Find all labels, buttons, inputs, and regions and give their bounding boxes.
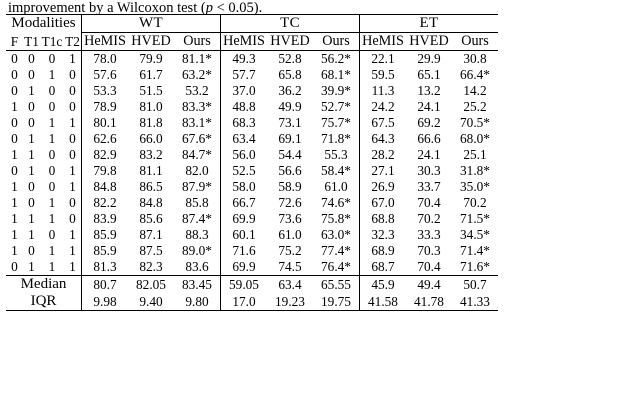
cell-wt-hved: 66.0: [139, 131, 163, 146]
cell-flag-t2: 0: [69, 211, 76, 226]
cell-wt-hemis: 57.6: [82, 67, 129, 83]
cell-flag-t2: 0: [69, 131, 76, 146]
cell-flag-t1: 0: [28, 99, 35, 114]
cell-tc-hved: 74.5: [278, 259, 302, 274]
cell-flag-t2: 0: [69, 147, 76, 162]
col-header-et-hemis: HeMIS: [360, 33, 407, 51]
cell-flag-t2: 0: [69, 99, 76, 114]
cell-wt-hemis: 62.6: [82, 131, 129, 147]
cell-tc-hved: 75.2: [278, 243, 302, 258]
cell-et-hemis: 26.9: [360, 179, 407, 195]
cell-wt-ours: 83.3*: [182, 99, 212, 114]
cell-wt-ours: 87.9*: [182, 179, 212, 194]
cell-tc-hemis: 68.3: [221, 115, 268, 131]
cell-tc-hved: 58.9: [278, 179, 302, 194]
col-header-tc-hved: HVED: [270, 33, 310, 49]
summary-wt-ours: 9.80: [185, 293, 209, 309]
cell-wt-hved: 79.9: [139, 51, 163, 66]
cell-flag-t1: 0: [28, 195, 35, 210]
cell-flag-t1: 1: [28, 211, 35, 226]
cell-flag-t1c: 0: [48, 99, 56, 114]
cell-et-ours: 31.8*: [460, 163, 490, 178]
modalities-header: Modalities: [11, 15, 76, 32]
cell-et-hemis: 11.3: [360, 83, 407, 99]
cell-tc-hemis: 37.0: [221, 83, 268, 99]
cell-flag-f: 1: [11, 227, 18, 242]
cell-wt-ours: 82.0: [185, 163, 209, 178]
cell-flag-f: 0: [11, 163, 18, 178]
cell-tc-ours: 71.8*: [321, 131, 351, 146]
cell-flag-t1c: 1: [48, 115, 56, 130]
cell-flag-t2: 1: [69, 227, 76, 242]
group-header-row: [6, 15, 498, 33]
cell-tc-hemis: 66.7: [221, 195, 268, 211]
cell-et-ours: 70.5*: [460, 115, 490, 130]
cell-wt-hemis: 83.9: [82, 211, 129, 227]
cell-et-ours: 71.5*: [460, 211, 490, 226]
table-row: [6, 227, 498, 243]
cell-et-hemis: 67.5: [360, 115, 407, 131]
cell-wt-hved: 81.0: [139, 99, 163, 114]
cell-flag-f: 1: [11, 179, 18, 194]
summary-tc-hved: 63.4: [278, 276, 302, 292]
cell-tc-ours: 63.0*: [321, 227, 351, 242]
cell-et-ours: 70.2: [463, 195, 487, 210]
cell-et-hemis: 22.1: [360, 51, 407, 67]
cell-tc-hemis: 58.0: [221, 179, 268, 195]
cell-tc-ours: 39.9*: [321, 83, 351, 98]
cell-flag-f: 1: [11, 195, 18, 210]
table-row: [6, 259, 498, 276]
cell-wt-hemis: 82.9: [82, 147, 129, 163]
cell-tc-hemis: 52.5: [221, 163, 268, 179]
cell-flag-t2: 0: [69, 83, 76, 98]
cell-et-hemis: 68.7: [360, 259, 407, 276]
cell-wt-hemis: 84.8: [82, 179, 129, 195]
caption-math-rest: < 0.05).: [212, 0, 263, 16]
cell-wt-hved: 83.2: [139, 147, 163, 162]
cell-et-hved: 70.3: [417, 243, 441, 258]
cell-et-hemis: 59.5: [360, 67, 407, 83]
cell-wt-ours: 83.6: [185, 259, 209, 274]
cell-et-hemis: 68.8: [360, 211, 407, 227]
summary-et-hved: 41.78: [414, 293, 444, 309]
cell-tc-ours: 56.2*: [321, 51, 351, 66]
cell-flag-t1: 0: [28, 115, 35, 130]
col-header-f: F: [10, 33, 19, 49]
cell-flag-t1c: 1: [48, 131, 56, 146]
cell-tc-hved: 54.4: [278, 147, 302, 162]
cell-wt-hemis: 78.9: [82, 99, 129, 115]
cell-flag-t1: 1: [28, 163, 35, 178]
cell-et-hved: 70.4: [417, 259, 441, 274]
cell-et-ours: 66.4*: [460, 67, 490, 82]
cell-flag-t1: 0: [28, 243, 35, 258]
cell-tc-hved: 72.6: [278, 195, 302, 210]
cell-flag-f: 0: [11, 115, 18, 130]
cell-tc-hemis: 56.0: [221, 147, 268, 163]
cell-flag-t1c: 0: [48, 51, 56, 66]
col-header-tc-ours: Ours: [322, 33, 350, 49]
cell-tc-hved: 61.0: [278, 227, 302, 242]
cell-flag-t1: 1: [28, 83, 35, 98]
col-header-et-hved: HVED: [409, 33, 449, 49]
summary-et-hved: 49.4: [417, 276, 441, 292]
summary-et-hemis: 41.58: [360, 293, 407, 311]
cell-et-hemis: 67.0: [360, 195, 407, 211]
cell-tc-hved: 65.8: [278, 67, 302, 82]
cell-tc-ours: 58.4*: [321, 163, 351, 178]
summary-tc-hemis: 59.05: [221, 276, 268, 293]
col-header-et-ours: Ours: [461, 33, 489, 49]
cell-tc-hved: 36.2: [278, 83, 302, 98]
method-header-row: [6, 33, 498, 51]
table-row: [6, 195, 498, 211]
summary-wt-hved: 9.40: [139, 293, 163, 309]
cell-et-ours: 30.8: [463, 51, 487, 66]
table-row: [6, 211, 498, 227]
summary-tc-ours: 19.75: [321, 293, 351, 309]
cell-et-hved: 66.6: [417, 131, 441, 146]
summary-tc-hved: 19.23: [275, 293, 305, 309]
cell-flag-f: 0: [11, 51, 18, 66]
summary-wt-ours: 83.45: [182, 276, 212, 292]
cell-wt-hemis: 82.2: [82, 195, 129, 211]
cell-tc-hemis: 69.9: [221, 259, 268, 276]
cell-flag-f: 1: [11, 243, 18, 258]
col-header-t1: T1: [24, 33, 39, 49]
cell-wt-ours: 88.3: [185, 227, 209, 242]
cell-et-hved: 70.4: [417, 195, 441, 210]
cell-et-hved: 30.3: [417, 163, 441, 178]
cell-flag-f: 0: [11, 259, 18, 274]
group-header-wt: WT: [82, 15, 221, 33]
table-bottom-rule: [6, 311, 498, 312]
cell-wt-ours: 83.1*: [182, 115, 212, 130]
summary-row-iqr: [6, 293, 498, 311]
cell-flag-t2: 1: [69, 243, 76, 258]
cell-wt-ours: 81.1*: [182, 51, 212, 66]
col-header-t2: T2: [65, 33, 80, 49]
cell-flag-t2: 1: [69, 115, 76, 130]
group-header-et: ET: [360, 15, 499, 33]
cell-tc-hved: 56.6: [278, 163, 302, 178]
cell-tc-hemis: 57.7: [221, 67, 268, 83]
cell-et-hved: 33.3: [417, 227, 441, 242]
cell-flag-t2: 0: [69, 195, 76, 210]
cell-flag-t1c: 1: [48, 67, 56, 82]
cell-wt-hved: 61.7: [139, 67, 163, 82]
cell-tc-ours: 68.1*: [321, 67, 351, 82]
cell-et-hved: 29.9: [417, 51, 441, 66]
cell-flag-f: 0: [11, 83, 18, 98]
cell-wt-hved: 81.1: [139, 163, 163, 178]
table-row: [6, 83, 498, 99]
cell-flag-f: 0: [11, 131, 18, 146]
cell-wt-ours: 84.7*: [182, 147, 212, 162]
cell-flag-t1c: 0: [48, 179, 56, 194]
cell-tc-hemis: 69.9: [221, 211, 268, 227]
cell-tc-hemis: 71.6: [221, 243, 268, 259]
cell-tc-hved: 49.9: [278, 99, 302, 114]
cell-tc-hved: 52.8: [278, 51, 302, 66]
cell-et-ours: 34.5*: [460, 227, 490, 242]
cell-et-ours: 35.0*: [460, 179, 490, 194]
cell-wt-hved: 87.5: [139, 243, 163, 258]
cell-wt-ours: 53.2: [185, 83, 209, 98]
summary-et-ours: 41.33: [460, 293, 490, 309]
cell-wt-hemis: 53.3: [82, 83, 129, 99]
summary-tc-ours: 65.55: [321, 276, 351, 292]
cell-et-hved: 70.2: [417, 211, 441, 226]
cell-tc-ours: 77.4*: [321, 243, 351, 258]
cell-flag-t1: 0: [28, 179, 35, 194]
cell-tc-hved: 69.1: [278, 131, 302, 146]
cell-wt-ours: 67.6*: [182, 131, 212, 146]
cell-wt-hved: 87.1: [139, 227, 163, 242]
cell-et-hemis: 28.2: [360, 147, 407, 163]
cell-et-hemis: 24.2: [360, 99, 407, 115]
cell-flag-t1c: 0: [48, 147, 56, 162]
cell-wt-hved: 81.8: [139, 115, 163, 130]
table-row: [6, 67, 498, 83]
cell-tc-hemis: 60.1: [221, 227, 268, 243]
cell-flag-t1: 1: [28, 227, 35, 242]
cell-wt-hemis: 85.9: [82, 227, 129, 243]
cell-wt-ours: 63.2*: [182, 67, 212, 82]
cell-flag-t1c: 0: [48, 83, 56, 98]
cell-wt-hemis: 81.3: [82, 259, 129, 276]
cell-wt-hved: 85.6: [139, 211, 163, 226]
cell-wt-hemis: 80.1: [82, 115, 129, 131]
cell-wt-hved: 51.5: [139, 83, 163, 98]
cell-tc-ours: 74.6*: [321, 195, 351, 210]
cell-tc-hved: 73.6: [278, 211, 302, 226]
summary-wt-hemis: 9.98: [82, 293, 129, 311]
table-row: [6, 147, 498, 163]
cell-flag-t1: 0: [28, 67, 35, 82]
table-row: [6, 243, 498, 259]
cell-et-hved: 65.1: [417, 67, 441, 82]
cell-et-ours: 14.2: [463, 83, 487, 98]
summary-label-median: Median: [20, 276, 67, 292]
cell-wt-hved: 82.3: [139, 259, 163, 274]
cell-et-ours: 71.6*: [460, 259, 490, 274]
cell-flag-t2: 1: [69, 179, 76, 194]
cell-flag-t1: 1: [28, 147, 35, 162]
summary-wt-hemis: 80.7: [82, 276, 129, 293]
cell-flag-f: 0: [11, 67, 18, 82]
cell-et-hved: 13.2: [417, 83, 441, 98]
cell-et-hemis: 27.1: [360, 163, 407, 179]
table-row: [6, 115, 498, 131]
summary-row-median: [6, 276, 498, 293]
cell-flag-t1c: 1: [48, 259, 56, 274]
cell-et-ours: 71.4*: [460, 243, 490, 258]
cell-wt-hved: 84.8: [139, 195, 163, 210]
cell-wt-hemis: 78.0: [82, 51, 129, 67]
cell-flag-t1: 0: [28, 51, 35, 66]
cell-wt-hemis: 85.9: [82, 243, 129, 259]
cell-flag-f: 1: [11, 211, 18, 226]
cell-flag-t2: 1: [69, 163, 76, 178]
col-header-t1c: T1c: [41, 33, 63, 49]
caption-text: improvement by a Wilcoxon test (: [8, 0, 206, 16]
table-row: [6, 163, 498, 179]
col-header-wt-hved: HVED: [131, 33, 171, 49]
cell-et-hved: 24.1: [417, 147, 441, 162]
cell-et-ours: 68.0*: [460, 131, 490, 146]
cell-wt-ours: 89.0*: [182, 243, 212, 258]
cell-wt-ours: 85.8: [185, 195, 209, 210]
col-header-tc-hemis: HeMIS: [221, 33, 268, 51]
cell-tc-hemis: 48.8: [221, 99, 268, 115]
cell-tc-hemis: 63.4: [221, 131, 268, 147]
cell-et-hemis: 68.9: [360, 243, 407, 259]
cell-flag-t1c: 0: [48, 163, 56, 178]
cell-tc-ours: 75.8*: [321, 211, 351, 226]
cell-flag-t1: 1: [28, 259, 35, 274]
col-header-wt-hemis: HeMIS: [82, 33, 129, 51]
cell-flag-t2: 1: [69, 51, 76, 66]
col-header-wt-ours: Ours: [183, 33, 211, 49]
cell-et-hemis: 32.3: [360, 227, 407, 243]
cell-tc-hved: 73.1: [278, 115, 302, 130]
cell-tc-hemis: 49.3: [221, 51, 268, 67]
cell-et-hemis: 64.3: [360, 131, 407, 147]
table-row: [6, 99, 498, 115]
cell-wt-ours: 87.4*: [182, 211, 212, 226]
cell-et-ours: 25.1: [463, 147, 487, 162]
cell-flag-t1c: 1: [48, 243, 56, 258]
cell-tc-ours: 75.7*: [321, 115, 351, 130]
cell-flag-f: 1: [11, 99, 18, 114]
cell-flag-t1c: 1: [48, 211, 56, 226]
cell-et-ours: 25.2: [463, 99, 487, 114]
summary-wt-hved: 82.05: [136, 276, 166, 292]
table-row: [6, 179, 498, 195]
group-header-tc: TC: [221, 15, 360, 33]
cell-et-hved: 33.7: [417, 179, 441, 194]
cell-flag-t1c: 1: [48, 195, 56, 210]
summary-et-ours: 50.7: [463, 276, 487, 292]
cell-tc-ours: 76.4*: [321, 259, 351, 274]
summary-tc-hemis: 17.0: [221, 293, 268, 311]
cell-flag-t1c: 0: [48, 227, 56, 242]
table-row: [6, 51, 498, 67]
cell-flag-f: 1: [11, 147, 18, 162]
results-table: [6, 14, 498, 311]
cell-flag-t1: 1: [28, 131, 35, 146]
cell-et-hved: 24.1: [417, 99, 441, 114]
cell-wt-hved: 86.5: [139, 179, 163, 194]
cell-flag-t2: 0: [69, 67, 76, 82]
cell-wt-hemis: 79.8: [82, 163, 129, 179]
cell-tc-ours: 61.0: [324, 179, 348, 194]
cell-flag-t2: 1: [69, 259, 76, 274]
summary-label-iqr: IQR: [30, 293, 57, 309]
summary-et-hemis: 45.9: [360, 276, 407, 293]
cell-tc-ours: 55.3: [324, 147, 348, 162]
table-row: [6, 131, 498, 147]
caption-math-p: p: [205, 0, 213, 16]
cell-et-hved: 69.2: [417, 115, 441, 130]
cell-tc-ours: 52.7*: [321, 99, 351, 114]
